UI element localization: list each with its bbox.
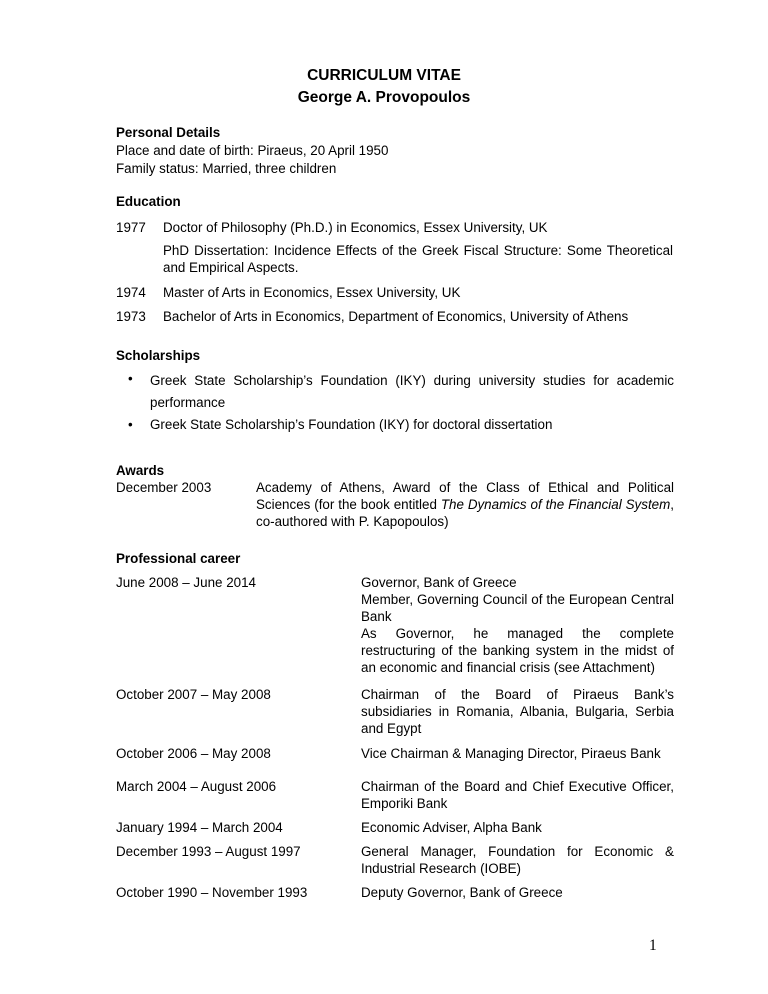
- career-role: Chairman of the Board of Piraeus Bank’s subsidiaries in Romania, Albania, Bulgaria, Serbia and Egypt: [361, 687, 674, 736]
- birth-info: Place and date of birth: Piraeus, 20 April 1950: [116, 143, 389, 158]
- career-period: January 1994 – March 2004: [116, 820, 283, 835]
- person-name: George A. Provopoulos: [297, 89, 471, 106]
- career-period: June 2008 – June 2014: [116, 575, 256, 590]
- career-role: Governor, Bank of Greece Member, Governing Council of the European Central Bank As Governor, he managed the complete restructuring of the banking system in the midst of an economic and financial crisis (see Attachment): [361, 575, 674, 675]
- education-degree: Master of Arts in Economics, Essex University, UK: [163, 285, 461, 300]
- career-role: General Manager, Foundation for Economic & Industrial Research (IOBE): [361, 844, 674, 876]
- award-text: Academy of Athens, Award of the Class of Ethical and Political Sciences (for the book entitled The Dynamics of the Financial System, co-authored with P. Kapopoulos): [256, 480, 674, 529]
- bullet-icon: •: [128, 417, 133, 432]
- career-period: October 2006 – May 2008: [116, 746, 271, 761]
- page-number: 1: [649, 937, 657, 954]
- career-role: Deputy Governor, Bank of Greece: [361, 885, 563, 900]
- book-title: The Dynamics of the Financial System: [440, 497, 671, 512]
- scholarship-item: Greek State Scholarship’s Foundation (IKY) for doctoral dissertation: [150, 417, 553, 432]
- career-period: October 2007 – May 2008: [116, 687, 271, 702]
- career-period: October 1990 – November 1993: [116, 885, 308, 900]
- education-degree: Doctor of Philosophy (Ph.D.) in Economics, Essex University, UK: [163, 220, 548, 235]
- scholarship-item: Greek State Scholarship’s Foundation (IKY) during university studies for academic performance: [150, 373, 674, 410]
- family-status: Family status: Married, three children: [116, 161, 337, 176]
- career-period: December 1993 – August 1997: [116, 844, 301, 859]
- personal-details-heading: Personal Details: [116, 125, 221, 140]
- document-title: CURRICULUM VITAE: [307, 67, 461, 84]
- award-date: December 2003: [116, 480, 212, 495]
- dissertation-note: PhD Dissertation: Incidence Effects of the Greek Fiscal Structure: Some Theoretical and Empirical Aspects.: [163, 243, 673, 275]
- career-role: Chairman of the Board and Chief Executive Officer, Emporiki Bank: [361, 779, 674, 811]
- education-heading: Education: [116, 194, 181, 209]
- career-period: March 2004 – August 2006: [116, 779, 277, 794]
- career-role: Vice Chairman & Managing Director, Piraeus Bank: [361, 746, 661, 761]
- career-role: Economic Adviser, Alpha Bank: [361, 820, 542, 835]
- education-year: 1977: [116, 220, 146, 235]
- bullet-icon: •: [128, 371, 133, 386]
- education-year: 1974: [116, 285, 146, 300]
- education-degree: Bachelor of Arts in Economics, Department of Economics, University of Athens: [163, 309, 629, 324]
- awards-heading: Awards: [116, 463, 165, 478]
- career-heading: Professional career: [116, 551, 241, 566]
- education-year: 1973: [116, 309, 146, 324]
- scholarships-heading: Scholarships: [116, 348, 201, 363]
